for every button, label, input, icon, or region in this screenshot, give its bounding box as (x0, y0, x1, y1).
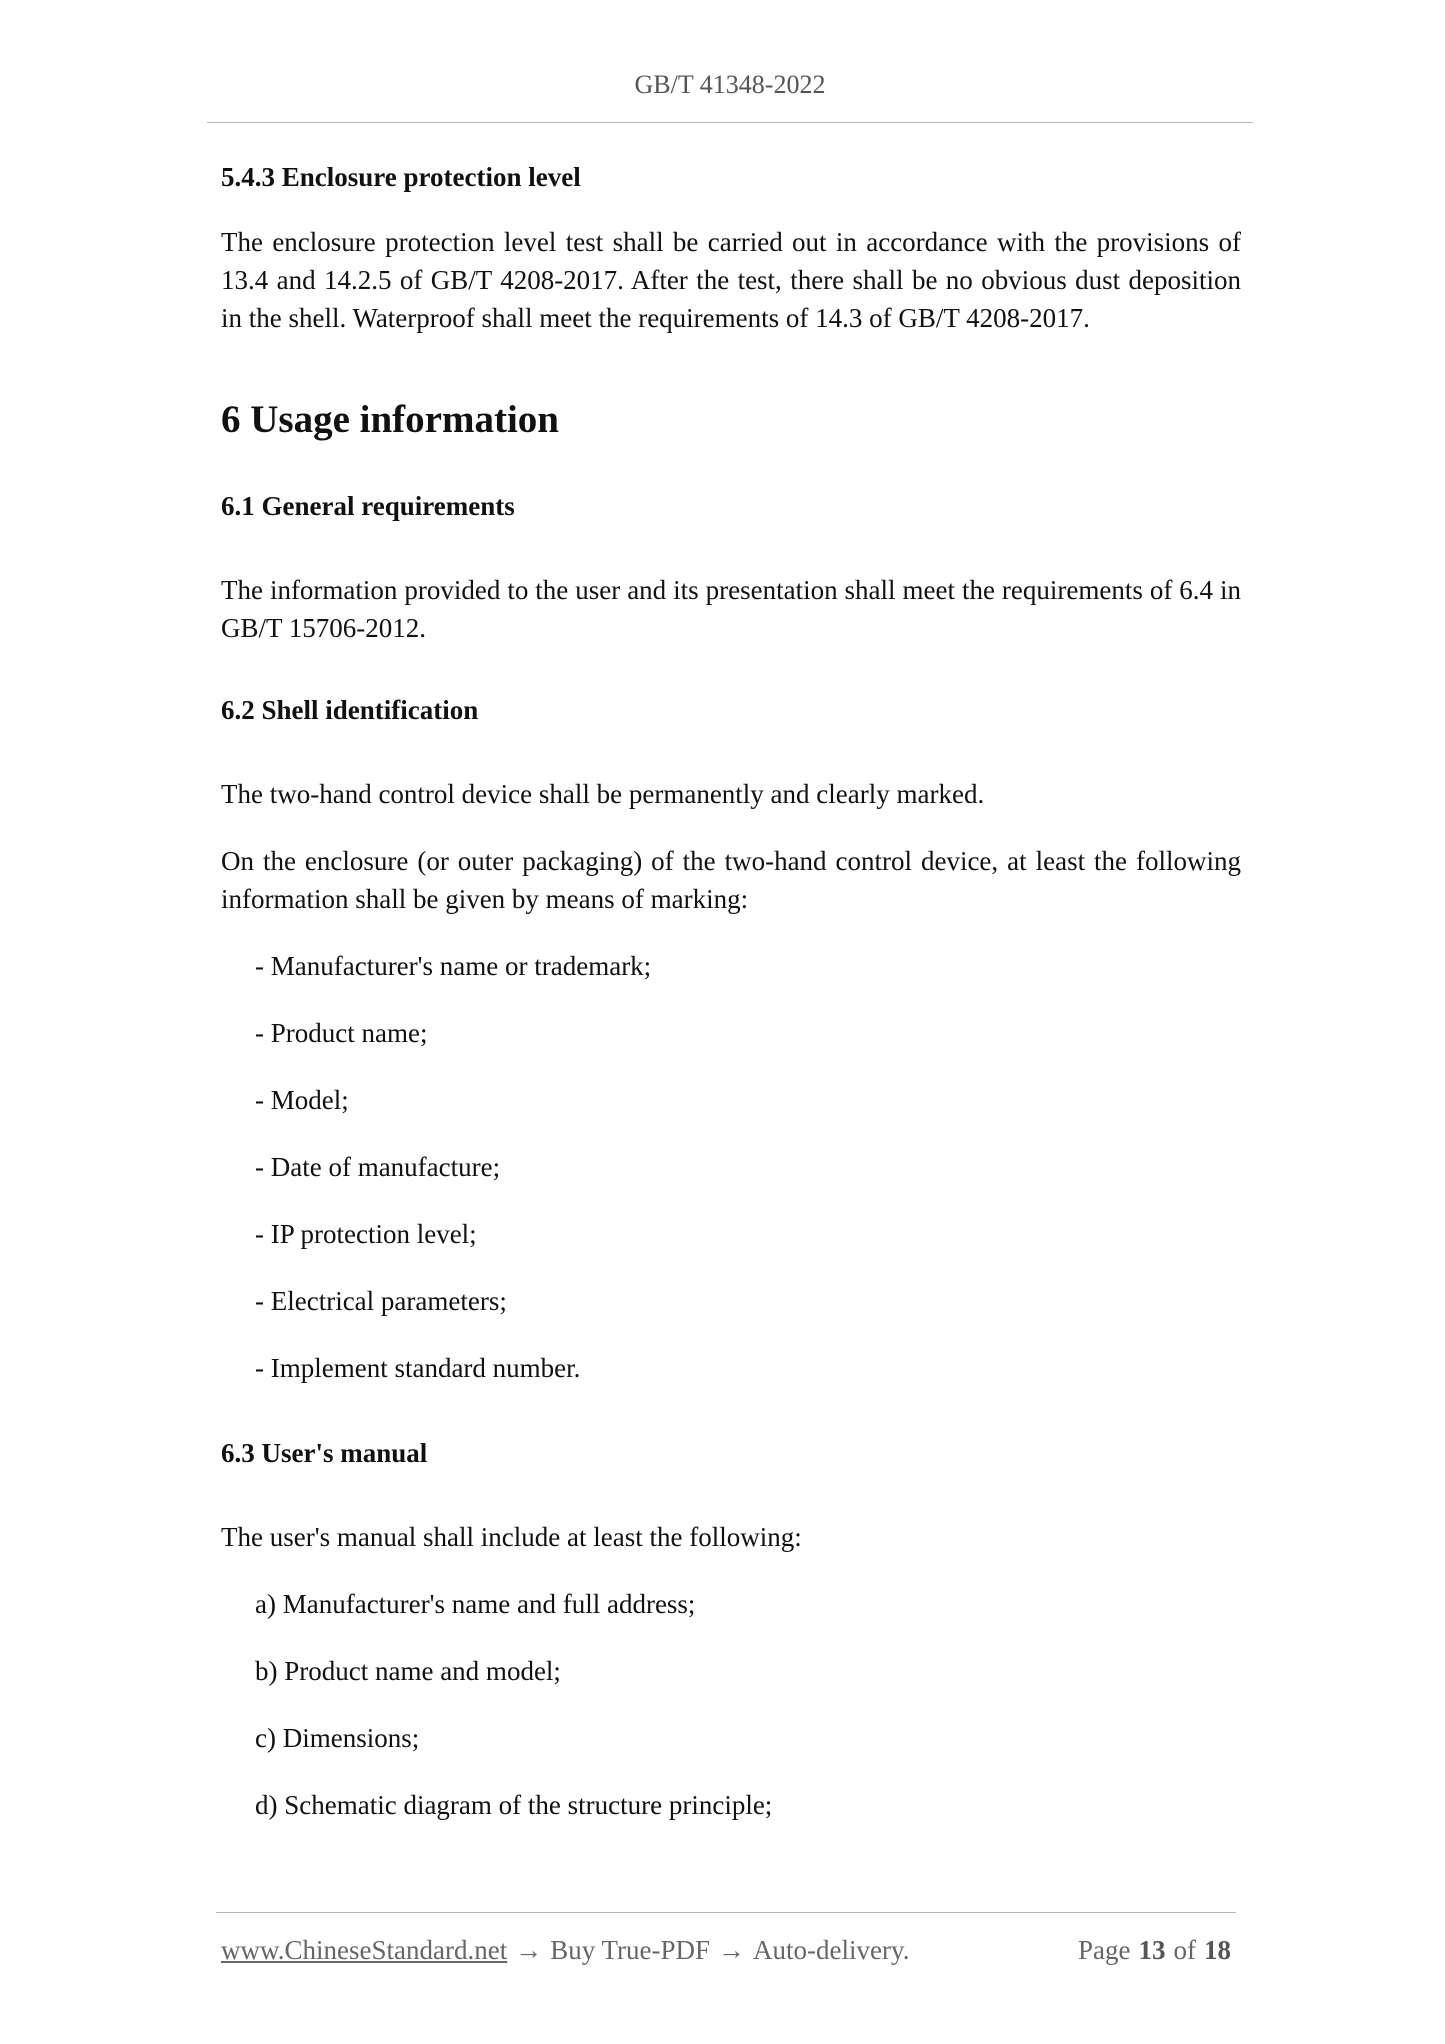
marking-list-item: - Manufacturer's name or trademark; (255, 951, 652, 981)
arrow-right-icon: → (515, 1935, 543, 1965)
marking-list-item: - Date of manufacture; (255, 1152, 501, 1182)
section-6-2-paragraph-2: On the enclosure (or outer packaging) of the two-hand control device, at least the following information shall be given by means of marking: (221, 846, 1241, 914)
auto-delivery-text: Auto-delivery. (753, 1935, 910, 1965)
manual-list-item: a) Manufacturer's name and full address; (255, 1589, 696, 1619)
section-6-2-title: 6.2 Shell identification (221, 695, 479, 725)
of-label: of (1173, 1935, 1196, 1965)
manual-list-item: c) Dimensions; (255, 1723, 420, 1753)
footer-promo (221, 1931, 909, 1969)
manual-list-item: d) Schematic diagram of the structure principle; (255, 1790, 773, 1820)
section-6-3-paragraph: The user's manual shall include at least the following: (221, 1522, 802, 1552)
page-current: 13 (1138, 1935, 1166, 1965)
header-doc-number: GB/T 41348-2022 (634, 70, 826, 99)
section-6-title: 6 Usage information (221, 398, 559, 441)
page-indicator (1078, 1931, 1231, 1969)
arrow-right-icon: → (718, 1935, 746, 1965)
marking-list-item: - Implement standard number. (255, 1353, 581, 1383)
page-label: Page (1078, 1935, 1131, 1965)
marking-list-item: - Model; (255, 1085, 349, 1115)
manual-list-item: b) Product name and model; (255, 1656, 561, 1686)
page-total: 18 (1204, 1935, 1231, 1965)
section-6-1-paragraph: The information provided to the user and its presentation shall meet the requirements of 6.4 in GB/T 15706-2012. (221, 575, 1241, 643)
marking-list-item: - Electrical parameters; (255, 1286, 507, 1316)
chinese-standard-link[interactable]: www.ChineseStandard.net (221, 1935, 508, 1965)
section-6-3-title: 6.3 User's manual (221, 1438, 428, 1468)
buy-true-pdf-text: Buy True-PDF (550, 1935, 711, 1965)
marking-list-item: - Product name; (255, 1018, 428, 1048)
section-5-4-3-title: 5.4.3 Enclosure protection level (221, 162, 581, 192)
section-6-2-paragraph-1: The two-hand control device shall be permanently and clearly marked. (221, 779, 985, 809)
marking-list-item: - IP protection level; (255, 1219, 477, 1249)
page-content (221, 158, 1241, 1824)
footer-divider (216, 1912, 1236, 1913)
header-divider (207, 122, 1253, 123)
section-6-1-title: 6.1 General requirements (221, 491, 515, 521)
section-5-4-3-paragraph: The enclosure protection level test shall be carried out in accordance with the provisions of 13.4 and 14.2.5 of GB/T 4208-2017. After the test, there shall be no obvious dust deposition in the shell. Waterproof shall meet the requirements of 14.3 of GB/T 4208-2017. (221, 227, 1241, 333)
